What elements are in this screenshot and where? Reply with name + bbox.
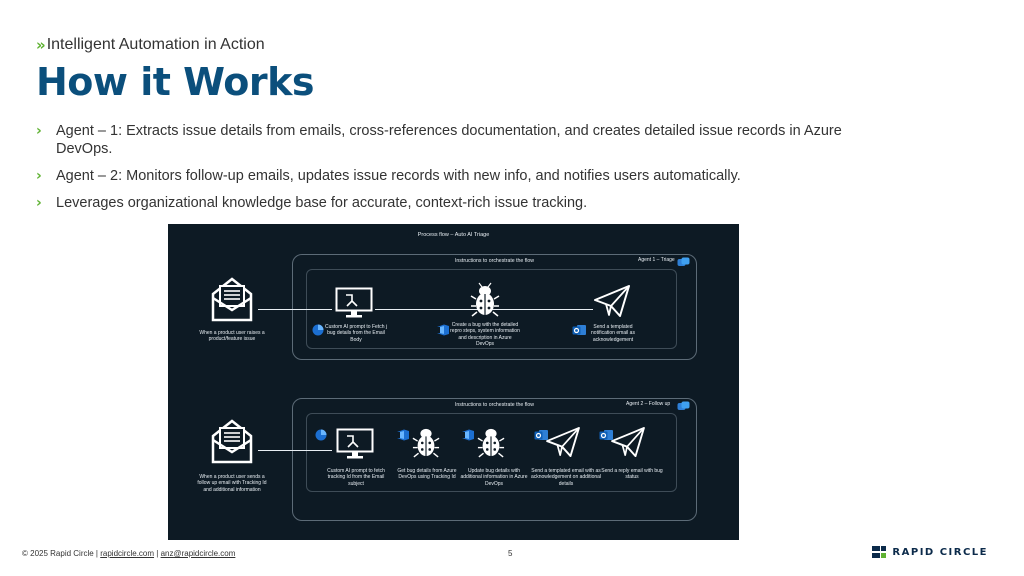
agent2-step1-text: Custom AI prompt to fetch tracking Id from the Email subject [327, 468, 385, 487]
email-link[interactable]: anz@rapidcircle.com [160, 549, 236, 558]
bug-icon [477, 425, 505, 459]
kicker-text: Intelligent Automation in Action [46, 36, 265, 53]
bullet-text: Agent – 2: Monitors follow-up emails, updates issue records with new info, and notifies users automatically. [56, 168, 741, 184]
agent2-trigger-text: When a product user sends a follow up email with Tracking Id and additional information [197, 474, 267, 493]
agent2-step2-text: Get bug details from Azure DevOps using Tracking Id [397, 468, 457, 481]
agent1-trigger-text: When a product user raises a product/feature issue [199, 330, 265, 343]
ai-builder-icon [315, 429, 327, 441]
bullet-text: Agent – 1: Extracts issue details from emails, cross-references documentation, and creates detailed issue records in Azure DevOps. [56, 123, 842, 157]
flow-line [258, 450, 332, 451]
bullet-text: Leverages organizational knowledge base for accurate, context-rich issue tracking. [56, 195, 588, 211]
process-flow-diagram [168, 224, 739, 540]
paper-plane-icon [594, 285, 630, 317]
monitor-icon [336, 428, 374, 460]
company-logo [872, 546, 988, 558]
flow-line [258, 309, 332, 310]
chevron-right-icon: › [36, 123, 42, 139]
footer [22, 549, 235, 558]
copilot-icon [677, 401, 690, 412]
logo-text: RAPID CIRCLE [892, 546, 988, 558]
agent2-label: Agent 2 – Follow up [626, 401, 671, 407]
agent2-step5-text: Send a reply email with bug status [601, 468, 663, 481]
chevron-right-icon: › [36, 195, 42, 211]
envelope-icon [210, 418, 254, 464]
agent2-instructions: Instructions to orchestrate the flow [454, 402, 534, 408]
azure-devops-icon [396, 429, 410, 441]
page-number: 5 [508, 549, 513, 558]
bug-icon [470, 282, 500, 318]
copilot-icon [677, 257, 690, 268]
list-item [36, 122, 856, 158]
agent1-step1-text: Custom AI prompt to Fetch j bug details from the Email Body [325, 324, 387, 343]
copyright-text: © 2025 Rapid Circle | [22, 549, 101, 558]
website-link[interactable]: rapidcircle.com [100, 549, 155, 558]
double-chevron-icon: » [36, 36, 43, 54]
envelope-icon [210, 276, 254, 322]
list-item [36, 167, 856, 185]
agent2-step4-text: Send a templated email with as acknowledgement on additional details [530, 468, 602, 487]
agent1-label: Agent 1 – Triage [638, 257, 675, 263]
list-item [36, 194, 856, 212]
ai-builder-icon [312, 324, 324, 336]
bug-icon [412, 425, 440, 459]
paper-plane-icon [546, 427, 580, 457]
footer-separator: | [154, 549, 161, 558]
bullet-list [36, 122, 856, 221]
agent1-step2-text: Create a bug with the detailed repro steps, system information and description in Azure DevOps [450, 322, 520, 347]
agent1-step3-text: Send a templated notification email as acknowledgement [591, 324, 635, 343]
rapid-circle-logo-icon [872, 546, 886, 558]
azure-devops-icon [461, 429, 475, 441]
diagram-title: Process flow – Auto AI Triage [417, 232, 490, 238]
page-title: How it Works [36, 60, 314, 104]
section-kicker [36, 36, 265, 54]
paper-plane-icon [611, 427, 645, 457]
azure-devops-icon [436, 324, 450, 336]
chevron-right-icon: › [36, 168, 42, 184]
agent2-step3-text: Update bug details with additional information in Azure DevOps [460, 468, 528, 487]
agent1-instructions: Instructions to orchestrate the flow [454, 258, 534, 264]
monitor-icon [335, 287, 373, 319]
